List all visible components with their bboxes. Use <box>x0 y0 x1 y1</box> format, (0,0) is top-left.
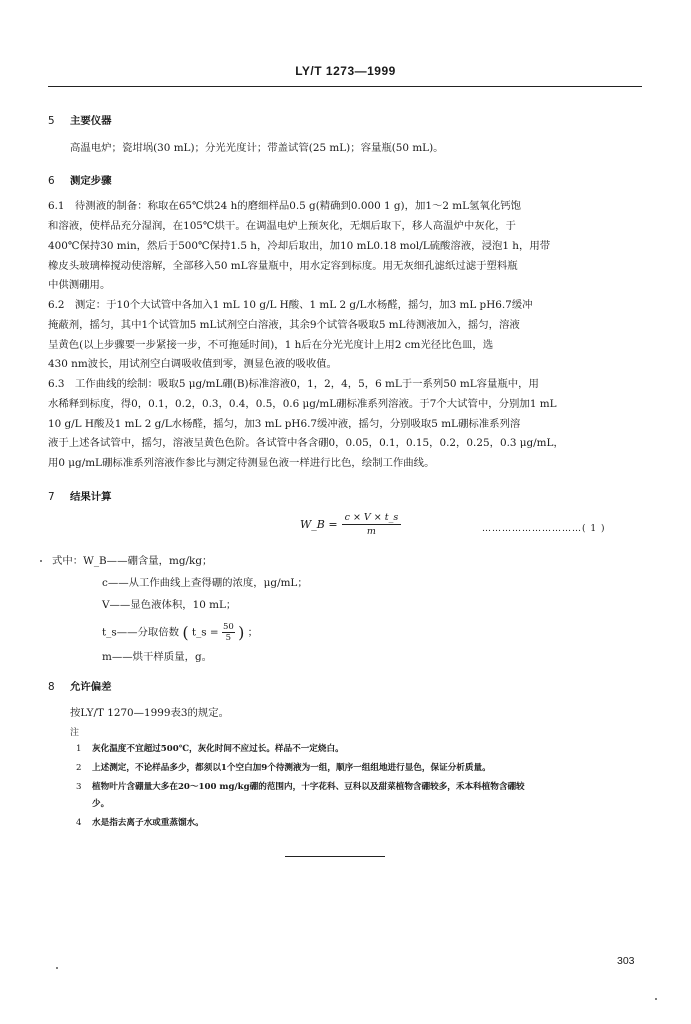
scan-speck <box>56 967 58 969</box>
para-6-3-line: 水稀释到标度，得0，0.1，0.2，0.3，0.4，0.5，0.6 μg/mL硼标准系列溶液。于7个大试管中，分别加1 mL <box>48 398 557 410</box>
section-number: 7 <box>48 491 55 503</box>
para-6-2-line: 掩蔽剂，摇匀，其中1个试管加5 mL试剂空白溶液，其余9个试管各吸取5 mL待测液加入，摇匀，溶液 <box>48 319 520 331</box>
note-text: 灰化温度不宜超过500℃，灰化时间不应过长。样品不一定烧白。 <box>92 744 344 754</box>
ts-fraction <box>222 622 235 643</box>
para-6-3-line: 10 g/L H酸及1 mL 2 g/L水杨醛，摇匀，加3 mL pH6.7缓冲液，摇匀，分别吸取5 mL硼标准系列溶 <box>48 418 521 430</box>
formula-denominator: m <box>366 526 376 537</box>
section-title: 允许偏差 <box>70 681 112 693</box>
formula-numerator: c × V × t_s <box>342 512 402 525</box>
ts-fraction-numerator: 50 <box>222 622 234 632</box>
note-text: 水是指去离子水或重蒸馏水。 <box>92 818 204 828</box>
section-number: 6 <box>48 175 55 187</box>
section-number: 8 <box>48 681 55 693</box>
section-5-heading <box>48 112 112 127</box>
section-6-heading <box>48 172 112 187</box>
para-6-1-line: 和溶液，使样品充分湿润，在105℃烘干。在调温电炉上预灰化，无烟后取下，移人高温炉中灰化，于 <box>48 220 516 232</box>
note-number: 2 <box>76 763 82 773</box>
paren-open: ( <box>182 623 189 642</box>
section-8-heading <box>48 678 112 693</box>
ts-expression-lead: t_s = <box>191 626 219 639</box>
note-number: 1 <box>76 744 82 754</box>
ts-expression-tail: ； <box>247 626 259 639</box>
section-8-body: 按LY/T 1270—1999表3的规定。 <box>70 707 230 719</box>
para-6-2-line: 430 nm波长，用试剂空白调吸收值到零，测显色液的吸收值。 <box>48 358 338 370</box>
para-6-1-line: 橡皮头玻璃棒搅动使溶解，全部移入50 mL容量瓶中，用水定容到标度。用无灰细孔滤纸过滤于塑料瓶 <box>48 260 518 272</box>
variable-definition: V——显色液体积，10 mL； <box>102 599 237 611</box>
variable-definition-where: 式中：W_B——硼含量，mg/kg； <box>52 555 213 567</box>
variable-definition: c——从工作曲线上查得硼的浓度，μg/mL； <box>102 577 308 589</box>
note-text-continued: 少。 <box>92 799 110 809</box>
scan-speck <box>40 560 42 562</box>
scan-speck <box>655 998 657 1000</box>
equation-number: …………………………( 1 ) <box>482 524 606 534</box>
section-7-heading <box>48 488 112 503</box>
para-6-2-line: 呈黄色(以上步骤要一步紧接一步，不可拖延时间)，1 h后在分光光度计上用2 cm光径比色皿，选 <box>48 339 494 351</box>
end-of-text-rule <box>285 856 385 857</box>
para-6-1-line: 中供测硼用。 <box>48 279 111 291</box>
section-title: 测定步骤 <box>70 175 112 187</box>
para-6-3-line: 6.3 工作曲线的绘制：吸取5 μg/mL硼(B)标准溶液0，1，2，4，5，6 mL于一系列50 mL容量瓶中，用 <box>48 378 539 390</box>
variable-label: t_s——分取倍数 <box>102 626 180 639</box>
para-6-1-line: 400℃保持30 min，然后于500℃保持1.5 h，冷却后取出，加10 mL0.18 mol/L硫酸溶液，浸泡1 h，用带 <box>48 240 551 252</box>
notes-label: 注 <box>70 728 80 738</box>
section-5-body: 高温电炉；瓷坩埚(30 mL)；分光光度计；带盖试管(25 mL)；容量瓶(50 mL)。 <box>70 142 444 154</box>
paren-close: ) <box>238 623 245 642</box>
note-text: 上述测定，不论样品多少，都须以1个空白加9个待测液为一组，顺序一组组地进行显色，保证分析质量。 <box>92 763 491 773</box>
section-number: 5 <box>48 115 55 127</box>
variable-definition-ts <box>102 622 258 643</box>
header-rule <box>48 86 642 87</box>
boron-content-formula <box>300 512 401 537</box>
para-6-2-line: 6.2 测定：于10个大试管中各加入1 mL 10 g/L H酸、1 mL 2 g/L水杨醛，摇匀，加3 mL pH6.7缓冲 <box>48 299 533 311</box>
note-text: 植物叶片含硼量大多在20～100 mg/kg硼的范围内，十字花科、豆科以及甜菜植物含硼较多，禾本科植物含硼较 <box>92 782 525 792</box>
variable-definition: m——烘干样质量，g。 <box>102 651 213 663</box>
para-6-1-line: 6.1 待测液的制备：称取在65℃烘24 h的磨细样品0.5 g(精确到0.000 1 g)，加1～2 mL氢氧化钙饱 <box>48 200 521 212</box>
para-6-3-line: 液于上述各试管中，摇匀，溶液呈黄色色阶。各试管中各含硼0，0.05，0.1，0.15，0.2，0.25，0.3 μg/mL， <box>48 437 564 449</box>
ts-fraction-denominator: 5 <box>225 633 232 643</box>
note-number: 3 <box>76 782 82 792</box>
para-6-3-line: 用0 μg/mL硼标准系列溶液作参比与测定待测显色液一样进行比色，绘制工作曲线。 <box>48 457 435 469</box>
formula-fraction <box>342 512 402 537</box>
page-number: 303 <box>617 955 635 967</box>
section-title: 主要仪器 <box>70 115 112 127</box>
note-number: 4 <box>76 818 82 828</box>
section-title: 结果计算 <box>70 491 112 503</box>
formula-lhs: W_B = <box>300 518 338 531</box>
standard-number-header: LY/T 1273—1999 <box>295 64 396 78</box>
